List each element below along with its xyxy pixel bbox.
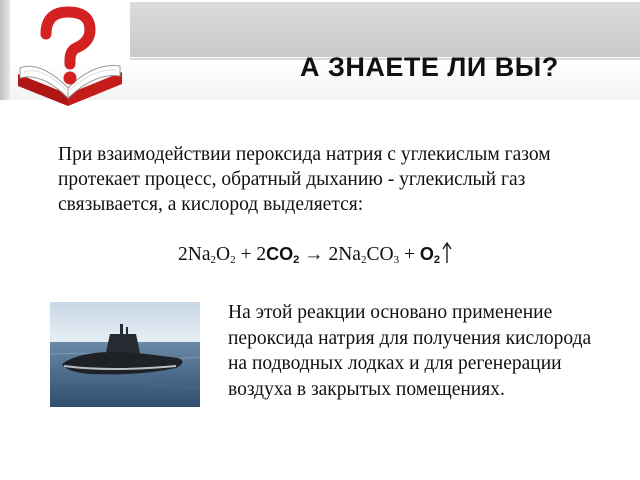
eq-sub: 2: [293, 254, 300, 266]
eq-sub: 2: [210, 254, 216, 266]
eq-sub: 2: [230, 254, 236, 266]
eq-na2o2-na: 2Na: [178, 244, 211, 265]
submarine-image: [50, 302, 200, 407]
eq-sub: 2: [360, 254, 367, 266]
question-book-icon: [10, 2, 130, 112]
eq-co3: CO: [366, 244, 394, 265]
eq-sub: 2: [433, 254, 440, 266]
eq-plus: + 2: [235, 244, 267, 265]
eq-o: O: [216, 244, 231, 265]
eq-sub: 3: [393, 254, 400, 266]
eq-arrow: → 2Na: [299, 244, 361, 265]
application-paragraph: На этой реакции основано применение пероксида натрия для получения кислорода на подводных лодках и для регенерации воздуха в закрытых помещениях.: [228, 302, 592, 400]
page-title: А ЗНАЕТЕ ЛИ ВЫ?: [300, 52, 559, 82]
gas-release-arrow-icon: [442, 242, 452, 264]
header-gray-bar: [130, 2, 640, 57]
intro-paragraph: При взаимодействии пероксида натрия с углекислым газом протекает процесс, обратный дыханию - углекислый газ связывается, а кислород выделяется:: [58, 144, 551, 215]
reaction-equation: [178, 242, 452, 266]
eq-plus: +: [399, 244, 420, 265]
eq-o2: O: [419, 244, 434, 264]
eq-co2: CO: [266, 244, 294, 264]
header-left-strip: [0, 0, 10, 100]
